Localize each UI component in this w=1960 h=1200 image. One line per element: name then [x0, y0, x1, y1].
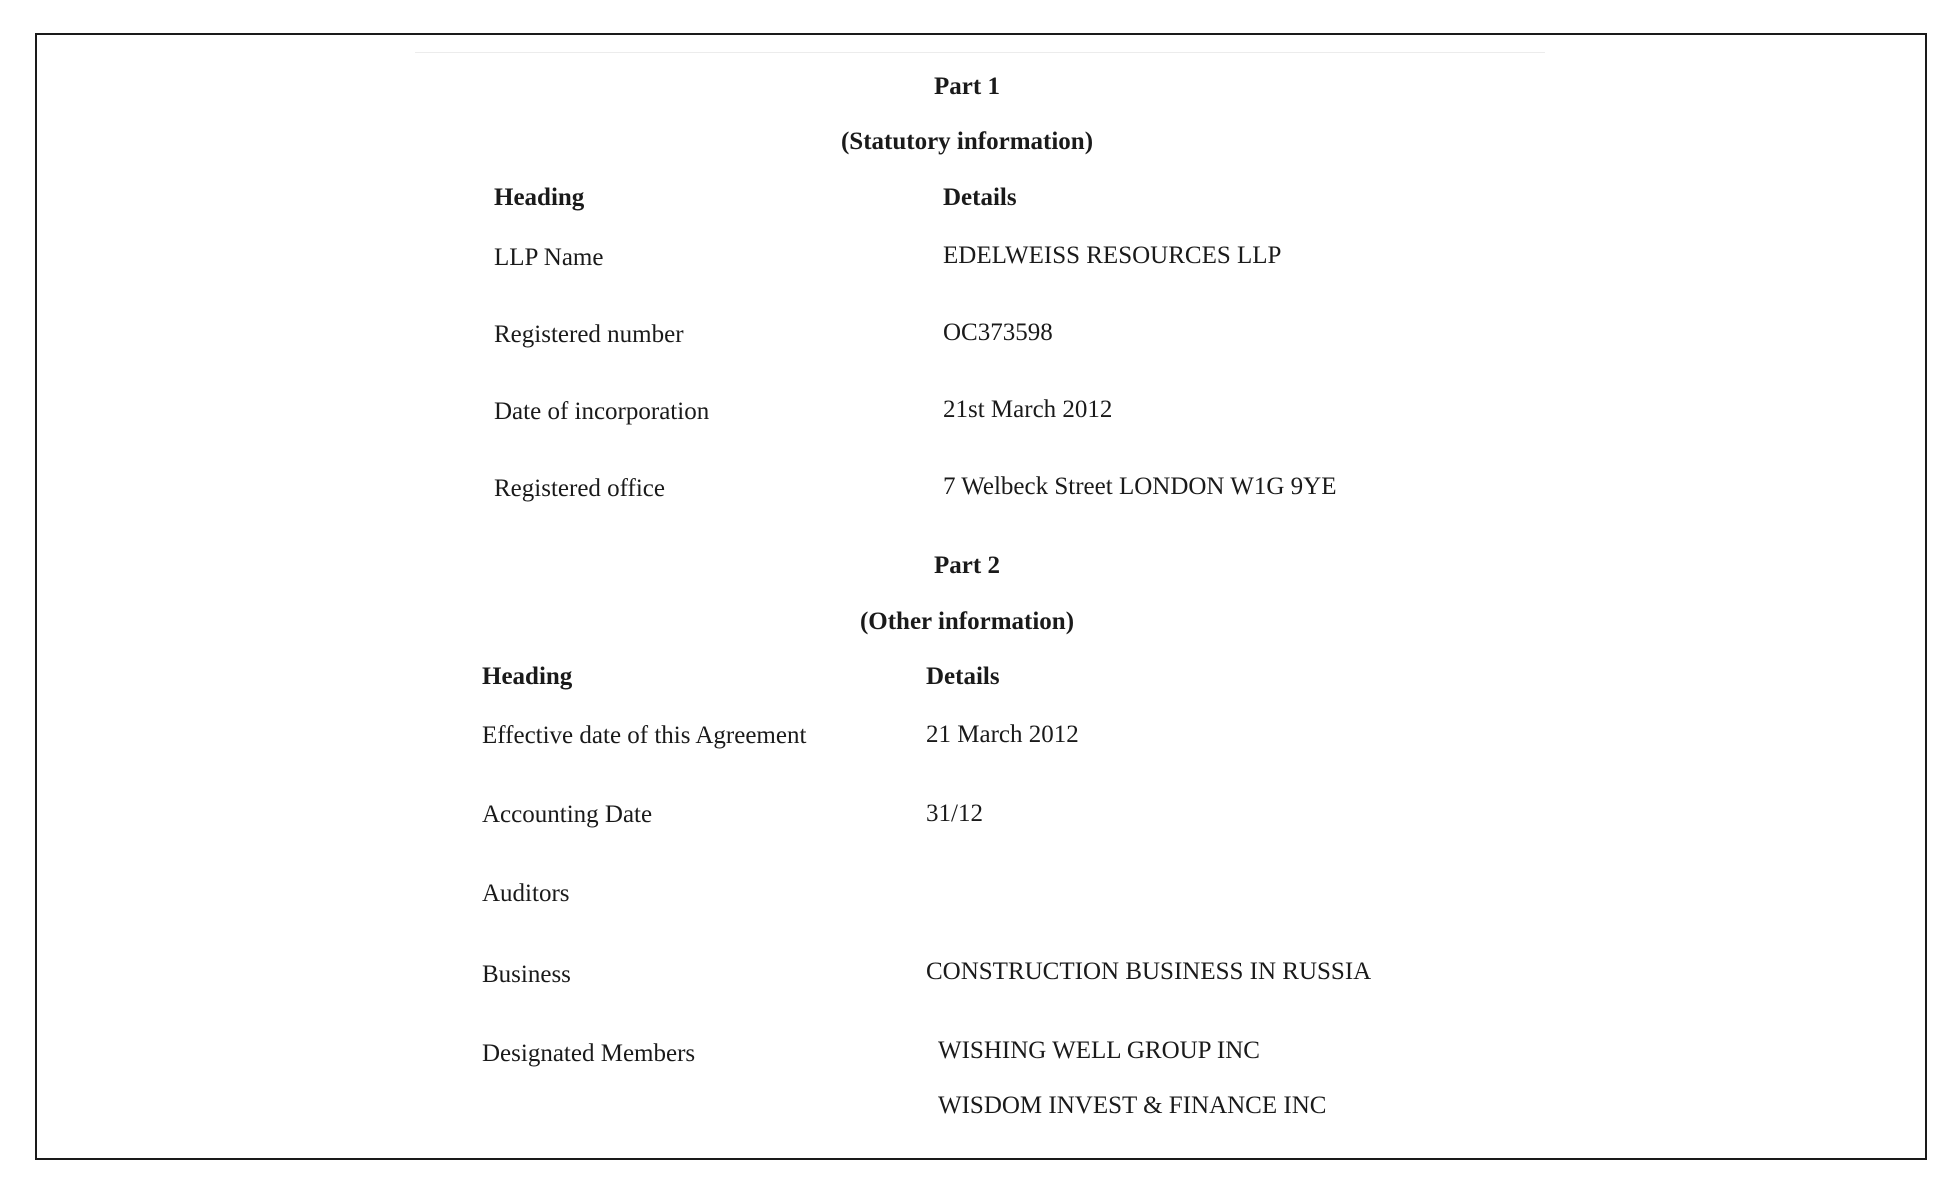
part1-row-details: OC373598 [943, 319, 1053, 346]
part2-row-details: WISHING WELL GROUP INC [938, 1037, 1260, 1064]
part2-heading-column-header: Heading [482, 663, 573, 690]
part1-row-heading: Date of incorporation [494, 398, 710, 425]
part1-row-details: 7 Welbeck Street LONDON W1G 9YE [943, 473, 1337, 500]
part1-title: Part 1 [934, 73, 1000, 100]
part2-details-column-header: Details [926, 663, 1000, 690]
part2-row-details: 31/12 [926, 800, 983, 827]
part2-row-details: WISDOM INVEST & FINANCE INC [938, 1092, 1327, 1119]
part1-row-heading: Registered number [494, 321, 684, 348]
part2-row-details: CONSTRUCTION BUSINESS IN RUSSIA [926, 958, 1372, 985]
part1-details-column-header: Details [943, 184, 1017, 211]
part2-row-heading: Business [482, 961, 571, 988]
part2-row-heading: Effective date of this Agreement [482, 722, 807, 749]
part1-row-heading: LLP Name [494, 244, 604, 271]
top-rule [415, 52, 1545, 53]
part2-row-heading: Accounting Date [482, 801, 653, 828]
part2-subtitle: (Other information) [859, 608, 1075, 635]
part2-title: Part 2 [934, 552, 1000, 579]
part2-row-heading: Auditors [482, 880, 570, 907]
part2-row-heading: Designated Members [482, 1040, 696, 1067]
part1-subtitle: (Statutory information) [840, 128, 1094, 155]
part1-row-details: EDELWEISS RESOURCES LLP [943, 242, 1282, 269]
part1-row-heading: Registered office [494, 475, 665, 502]
part1-row-details: 21st March 2012 [943, 396, 1113, 423]
part1-heading-column-header: Heading [494, 184, 585, 211]
part2-row-details: 21 March 2012 [926, 721, 1079, 748]
